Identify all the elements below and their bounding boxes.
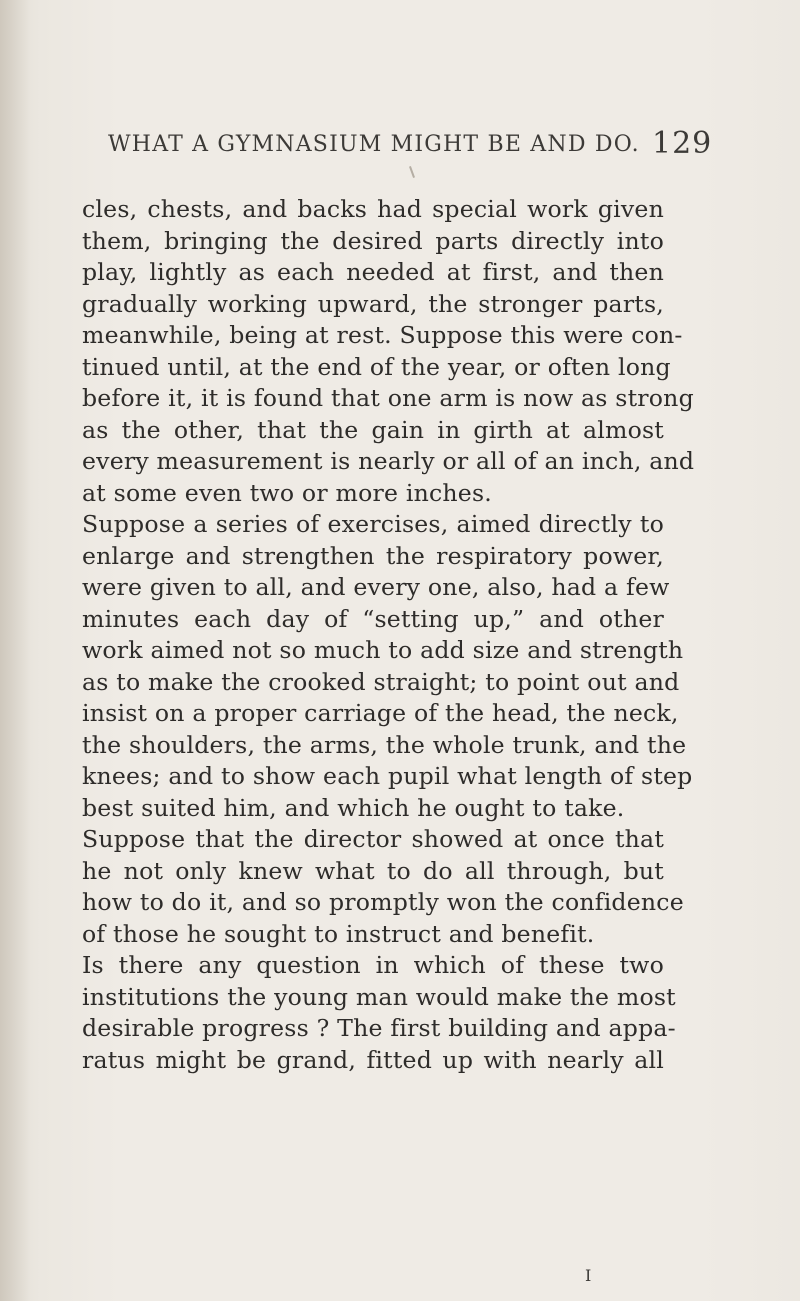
text-line: enlarge and strengthen the respiratory power, — [82, 541, 664, 570]
text-line: desirable progress ? The first building and appa- — [82, 1014, 676, 1042]
text-line: tinued until, at the end of the year, or often long — [82, 352, 671, 381]
text-line: Suppose a series of exercises, aimed directly to — [82, 510, 664, 538]
text-line: he not only knew what to do all through, but — [82, 856, 664, 885]
text-line: best suited him, and which he ought to take. — [82, 793, 625, 822]
text-line: of those he sought to instruct and benefit. — [82, 919, 595, 948]
text-line: Suppose that the director showed at once that — [82, 825, 664, 853]
text-line: institutions the young man would make the most — [82, 982, 676, 1011]
text-line: minutes each day of “setting up,” and other — [82, 604, 664, 633]
text-line: as the other, that the gain in girth at almost — [82, 415, 664, 444]
running-head — [108, 104, 713, 164]
page-number: 129 — [652, 126, 713, 161]
text-line: before it, it is found that one arm is now as strong — [82, 384, 694, 412]
text-line: were given to all, and every one, also, had a few — [82, 573, 670, 601]
text-line: cles, chests, and backs had special work given — [82, 195, 664, 223]
text-line: work aimed not so much to add size and strength — [82, 636, 684, 664]
text-line: meanwhile, being at rest. Suppose this were con- — [82, 321, 683, 349]
text-line: as to make the crooked straight; to point out and — [82, 667, 680, 696]
text-line: Is there any question in which of these two — [82, 951, 664, 979]
text-line: play, lightly as each needed at first, and then — [82, 258, 664, 286]
text-line: insist on a proper carriage of the head, the neck, — [82, 699, 679, 727]
text-line: at some even two or more inches. — [82, 478, 492, 507]
text-line: knees; and to show each pupil what length of step — [82, 762, 693, 790]
text-line: every measurement is nearly or all of an inch, and — [82, 447, 695, 475]
running-head-title: WHAT A GYMNASIUM MIGHT BE AND DO. — [108, 132, 640, 157]
gutter-shadow — [0, 0, 30, 1301]
signature-mark: I — [585, 1266, 592, 1285]
body-text — [82, 194, 695, 1076]
text-line: how to do it, and so promptly won the confidence — [82, 888, 684, 916]
text-line: them, bringing the desired parts directly into — [82, 226, 664, 255]
text-line: gradually working upward, the stronger parts, — [82, 289, 664, 318]
paper-speck — [409, 166, 415, 178]
text-line: ratus might be grand, fitted up with nearly all — [82, 1045, 664, 1074]
text-line: the shoulders, the arms, the whole trunk, and the — [82, 730, 687, 759]
